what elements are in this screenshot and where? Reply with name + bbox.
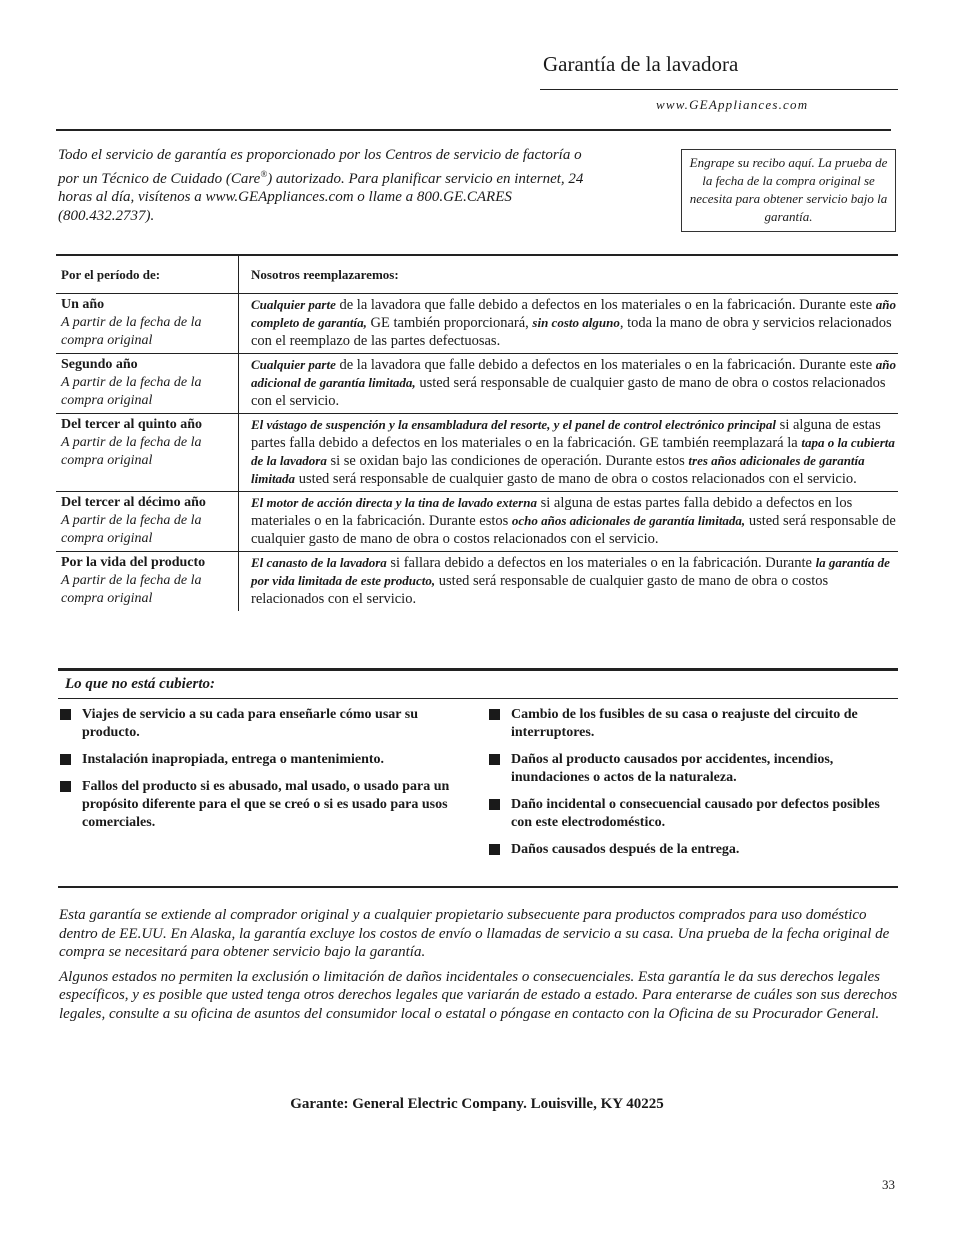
square-bullet-icon <box>60 781 71 792</box>
period-sub: A partir de la fecha de la compra original <box>61 573 202 606</box>
section-divider <box>58 668 898 671</box>
square-bullet-icon <box>489 844 500 855</box>
list-item: Daño incidental o consecuencial causado por defectos posibles con este electrodoméstico. <box>489 796 897 832</box>
not-covered-list-right <box>489 706 897 868</box>
table-row <box>56 354 898 414</box>
legal-text <box>59 906 899 1029</box>
column-header-period: Por el período de: <box>56 255 239 294</box>
list-item: Daños al producto causados por accidentes, incendios, inundaciones o actos de la naturaleza. <box>489 751 897 787</box>
coverage-description: El motor de acción directa y la tina de lavado externa si alguna de estas partes falla debido a defectos en los materiales o en la fabricación. Durante estos ocho años adicionales de garantía limitada, usted será responsable de cualquier gasto de mano de obra o costos relacionados con el servicio. <box>251 495 896 547</box>
period-label: Del tercer al décimo año <box>61 495 206 510</box>
period-label: Un año <box>61 297 105 312</box>
table-row <box>56 492 898 552</box>
coverage-description: El canasto de la lavadora si fallara debido a defectos en los materiales o en la fabricación. Durante la garantía de por vida limitada de este producto, usted será responsable de cualquier gasto de mano de obra o costos relacionados con el servicio. <box>251 555 890 607</box>
legal-paragraph: Algunos estados no permiten la exclusión o limitación de daños incidentales o consecuenciales. Esta garantía le da sus derechos legales específicos, y es posible que usted tenga otros derechos legales que variarán de estado a estado. Para enterarse de cuáles son sus derechos legales, consulte a su oficina de asuntos del consumidor local o estatal o póngase en contacto con la Oficina de su Procurador General. <box>59 968 898 1022</box>
coverage-description: Cualquier parte de la lavadora que falle debido a defectos en los materiales o en la fabricación. Durante este año completo de garantía, GE también proporcionará, sin costo alguno, toda la mano de obra y servicios relacionados con el reemplazo de las partes defectuosas. <box>251 297 896 349</box>
header-divider <box>56 129 891 131</box>
square-bullet-icon <box>489 754 500 765</box>
not-covered-title: Lo que no está cubierto: <box>65 676 215 692</box>
column-header-replace: Nosotros reemplazaremos: <box>239 255 899 294</box>
website-link[interactable]: www.GEAppliances.com <box>656 97 809 112</box>
not-covered-list-left <box>60 706 472 841</box>
list-item: Daños causados después de la entrega. <box>489 841 897 859</box>
period-label: Segundo año <box>61 357 138 372</box>
list-item: Cambio de los fusibles de su casa o reajuste del circuito de interruptores. <box>489 706 897 742</box>
page-title: Garantía de la lavadora <box>543 52 739 76</box>
square-bullet-icon <box>489 709 500 720</box>
period-label: Del tercer al quinto año <box>61 417 203 432</box>
period-sub: A partir de la fecha de la compra original <box>61 315 202 348</box>
page-number: 33 <box>882 1177 895 1192</box>
square-bullet-icon <box>60 709 71 720</box>
intro-paragraph: Todo el servicio de garantía es proporcionado por los Centros de servicio de factoría o por un Técnico de Cuidado (Care®) autorizado. Para planificar servicio en internet, 24 horas al día, visítenos a www.GEAppliances.com o llame a 800.GE.CARES (800.432.2737). <box>58 147 584 224</box>
list-item: Fallos del producto si es abusado, mal usado, o usado para un propósito diferente para el que se creó o si es usado para usos comerciales. <box>60 778 472 832</box>
coverage-description: El vástago de suspención y la ensambladura del resorte, y el panel de control electrónico principal si alguna de estas partes falla debido a defectos en los materiales o en la fabricación. GE también reemplazará la tapa o la cubierta de la lavadora si se oxidan bajo las condiciones de operación. Durante estos tres años adicionales de garantía limitada usted será responsable de cualquier gasto de mano de obra o costos relacionados con el servicio. <box>251 417 895 487</box>
table-row <box>56 552 898 612</box>
section-divider <box>58 886 898 888</box>
list-item: Instalación inapropiada, entrega o mantenimiento. <box>60 751 472 769</box>
list-item: Viajes de servicio a su cada para enseñarle cómo usar su producto. <box>60 706 472 742</box>
period-sub: A partir de la fecha de la compra original <box>61 513 202 546</box>
receipt-box: Engrape su recibo aquí. La prueba de la fecha de la compra original se necesita para obtener servicio bajo la garantía. <box>681 149 896 232</box>
warranty-table <box>56 254 898 611</box>
coverage-description: Cualquier parte de la lavadora que falle debido a defectos en los materiales o en la fabricación. Durante este año adicional de garantía limitada, usted será responsable de cualquier gasto de mano de obra o costos relacionados con el servicio. <box>251 357 896 409</box>
title-underline <box>540 89 898 90</box>
table-row <box>56 294 898 354</box>
period-label: Por la vida del producto <box>61 555 206 570</box>
legal-paragraph: Esta garantía se extiende al comprador original y a cualquier propietario subsecuente para productos comprados para uso doméstico dentro de EE.UU. En Alaska, la garantía excluye los costos de envío o llamadas de servicio a su casa. Una prueba de la fecha original de compra se necesitará para obtener servicio bajo la garantía. <box>59 907 890 960</box>
section-divider <box>58 698 898 699</box>
square-bullet-icon <box>60 754 71 765</box>
period-sub: A partir de la fecha de la compra original <box>61 435 202 468</box>
guarantor-line: Garante: General Electric Company. Louisville, KY 40225 <box>290 1096 664 1112</box>
table-header-row <box>56 255 898 294</box>
square-bullet-icon <box>489 799 500 810</box>
table-row <box>56 414 898 492</box>
period-sub: A partir de la fecha de la compra original <box>61 375 202 408</box>
